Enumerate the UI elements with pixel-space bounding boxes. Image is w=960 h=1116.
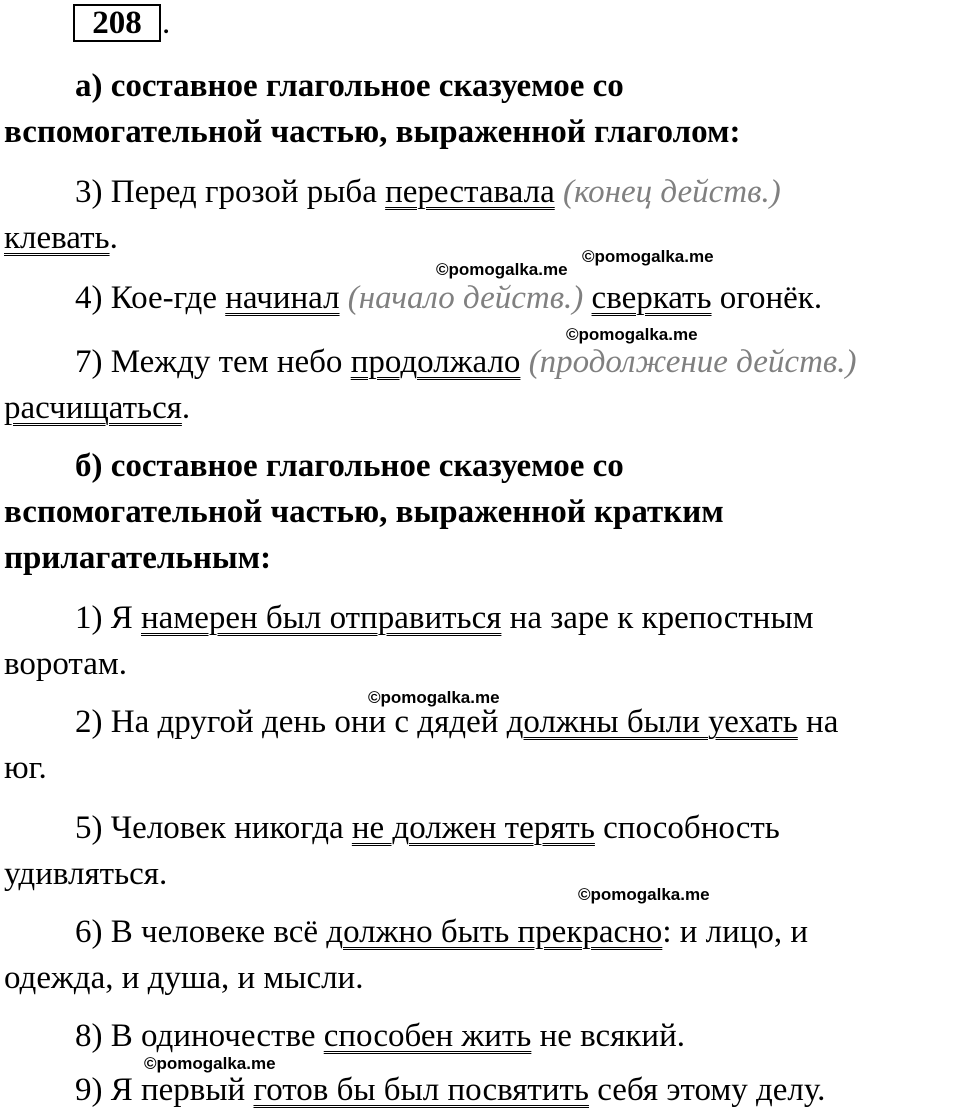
- watermark: ©pomogalka.me: [566, 325, 698, 344]
- exercise-number: 208: [73, 4, 161, 42]
- sentence-3-predicate-main: клевать: [4, 220, 110, 256]
- sentence-4-space-2: [583, 280, 591, 316]
- watermark: ©pomogalka.me: [436, 260, 568, 279]
- sentence-7-start: 7) Между тем небо: [75, 344, 351, 380]
- section-b-heading-line-2: вспомогательной частью, выраженной кратким: [4, 494, 724, 530]
- watermark: ©pomogalka.me: [368, 688, 500, 707]
- sentence-4-start: 4) Кое-где: [75, 280, 226, 316]
- watermark: ©pomogalka.me: [144, 1054, 276, 1073]
- sentence-5-end: способность: [594, 810, 780, 846]
- sentence-4-predicate-main: сверкать: [591, 280, 712, 316]
- sentence-8-start: 8) В одиночестве: [75, 1018, 324, 1054]
- sentence-4-space-1: [340, 280, 348, 316]
- sentence-6-line-2: одежда, и душа, и мысли.: [4, 960, 364, 996]
- sentence-9: [75, 1068, 825, 1112]
- sentence-7-line-2: [4, 386, 190, 430]
- sentence-5-line-2: удивляться.: [4, 856, 168, 892]
- sentence-9-predicate: готов бы был посвятить: [253, 1072, 589, 1108]
- sentence-7-predicate-aux: продолжало: [350, 344, 521, 380]
- sentence-2-end: на: [797, 704, 839, 740]
- sentence-3-start: 3) Перед грозой рыба: [75, 174, 386, 210]
- sentence-7-line-1: [75, 340, 856, 384]
- sentence-6-line-1: [75, 910, 808, 954]
- watermark: ©pomogalka.me: [578, 885, 710, 904]
- sentence-3-predicate-aux: переставала: [385, 174, 555, 210]
- sentence-8: [75, 1014, 685, 1058]
- sentence-1-predicate: намерен был отправиться: [141, 600, 502, 636]
- sentence-9-end: себя этому делу.: [588, 1072, 826, 1108]
- sentence-6-end: : и лицо, и: [662, 914, 809, 950]
- sentence-9-start: 9) Я первый: [75, 1072, 254, 1108]
- exercise-number-dot: .: [162, 5, 171, 41]
- sentence-6-start: 6) В человеке всё: [75, 914, 327, 950]
- sentence-5-start: 5) Человек никогда: [75, 810, 352, 846]
- sentence-6-predicate: должно быть прекрасно: [326, 914, 663, 950]
- sentence-1-line-1: [75, 596, 814, 640]
- sentence-4-note: (начало действ.): [347, 280, 584, 316]
- sentence-7-predicate-main: расчищаться: [4, 390, 182, 426]
- sentence-2-start: 2) На другой день они с дядей: [75, 704, 507, 740]
- sentence-5-predicate: не должен терять: [351, 810, 595, 846]
- watermark: ©pomogalka.me: [582, 247, 714, 266]
- sentence-2-predicate: должны были уехать: [506, 704, 798, 740]
- sentence-3-space: [555, 174, 563, 210]
- sentence-8-end: не всякий.: [531, 1018, 685, 1054]
- sentence-3-end: .: [109, 220, 118, 256]
- section-a-heading-line-1: а) составное глагольное сказуемое со: [75, 68, 624, 104]
- sentence-8-predicate: способен жить: [323, 1018, 532, 1054]
- sentence-1-start: 1) Я: [75, 600, 141, 636]
- sentence-4-end: огонёк.: [711, 280, 823, 316]
- section-b-heading-line-1: б) составное глагольное сказуемое со: [75, 448, 624, 484]
- sentence-2-line-2: юг.: [4, 750, 47, 786]
- sentence-7-note: (продолжение действ.): [528, 344, 857, 380]
- sentence-3-line-2: [4, 216, 118, 260]
- section-b-heading-line-3: прилагательным:: [4, 540, 272, 576]
- sentence-1-line-2: воротам.: [4, 646, 128, 682]
- sentence-4: [75, 276, 822, 320]
- sentence-5-line-1: [75, 806, 780, 850]
- sentence-7-space: [520, 344, 528, 380]
- sentence-3-line-1: [75, 170, 781, 214]
- sentence-4-predicate-aux: начинал: [225, 280, 340, 316]
- sentence-3-note: (конец действ.): [562, 174, 781, 210]
- section-a-heading-line-2: вспомогательной частью, выраженной глаголом:: [4, 114, 741, 150]
- sentence-1-end: на заре к крепостным: [501, 600, 814, 636]
- sentence-7-end: .: [181, 390, 191, 426]
